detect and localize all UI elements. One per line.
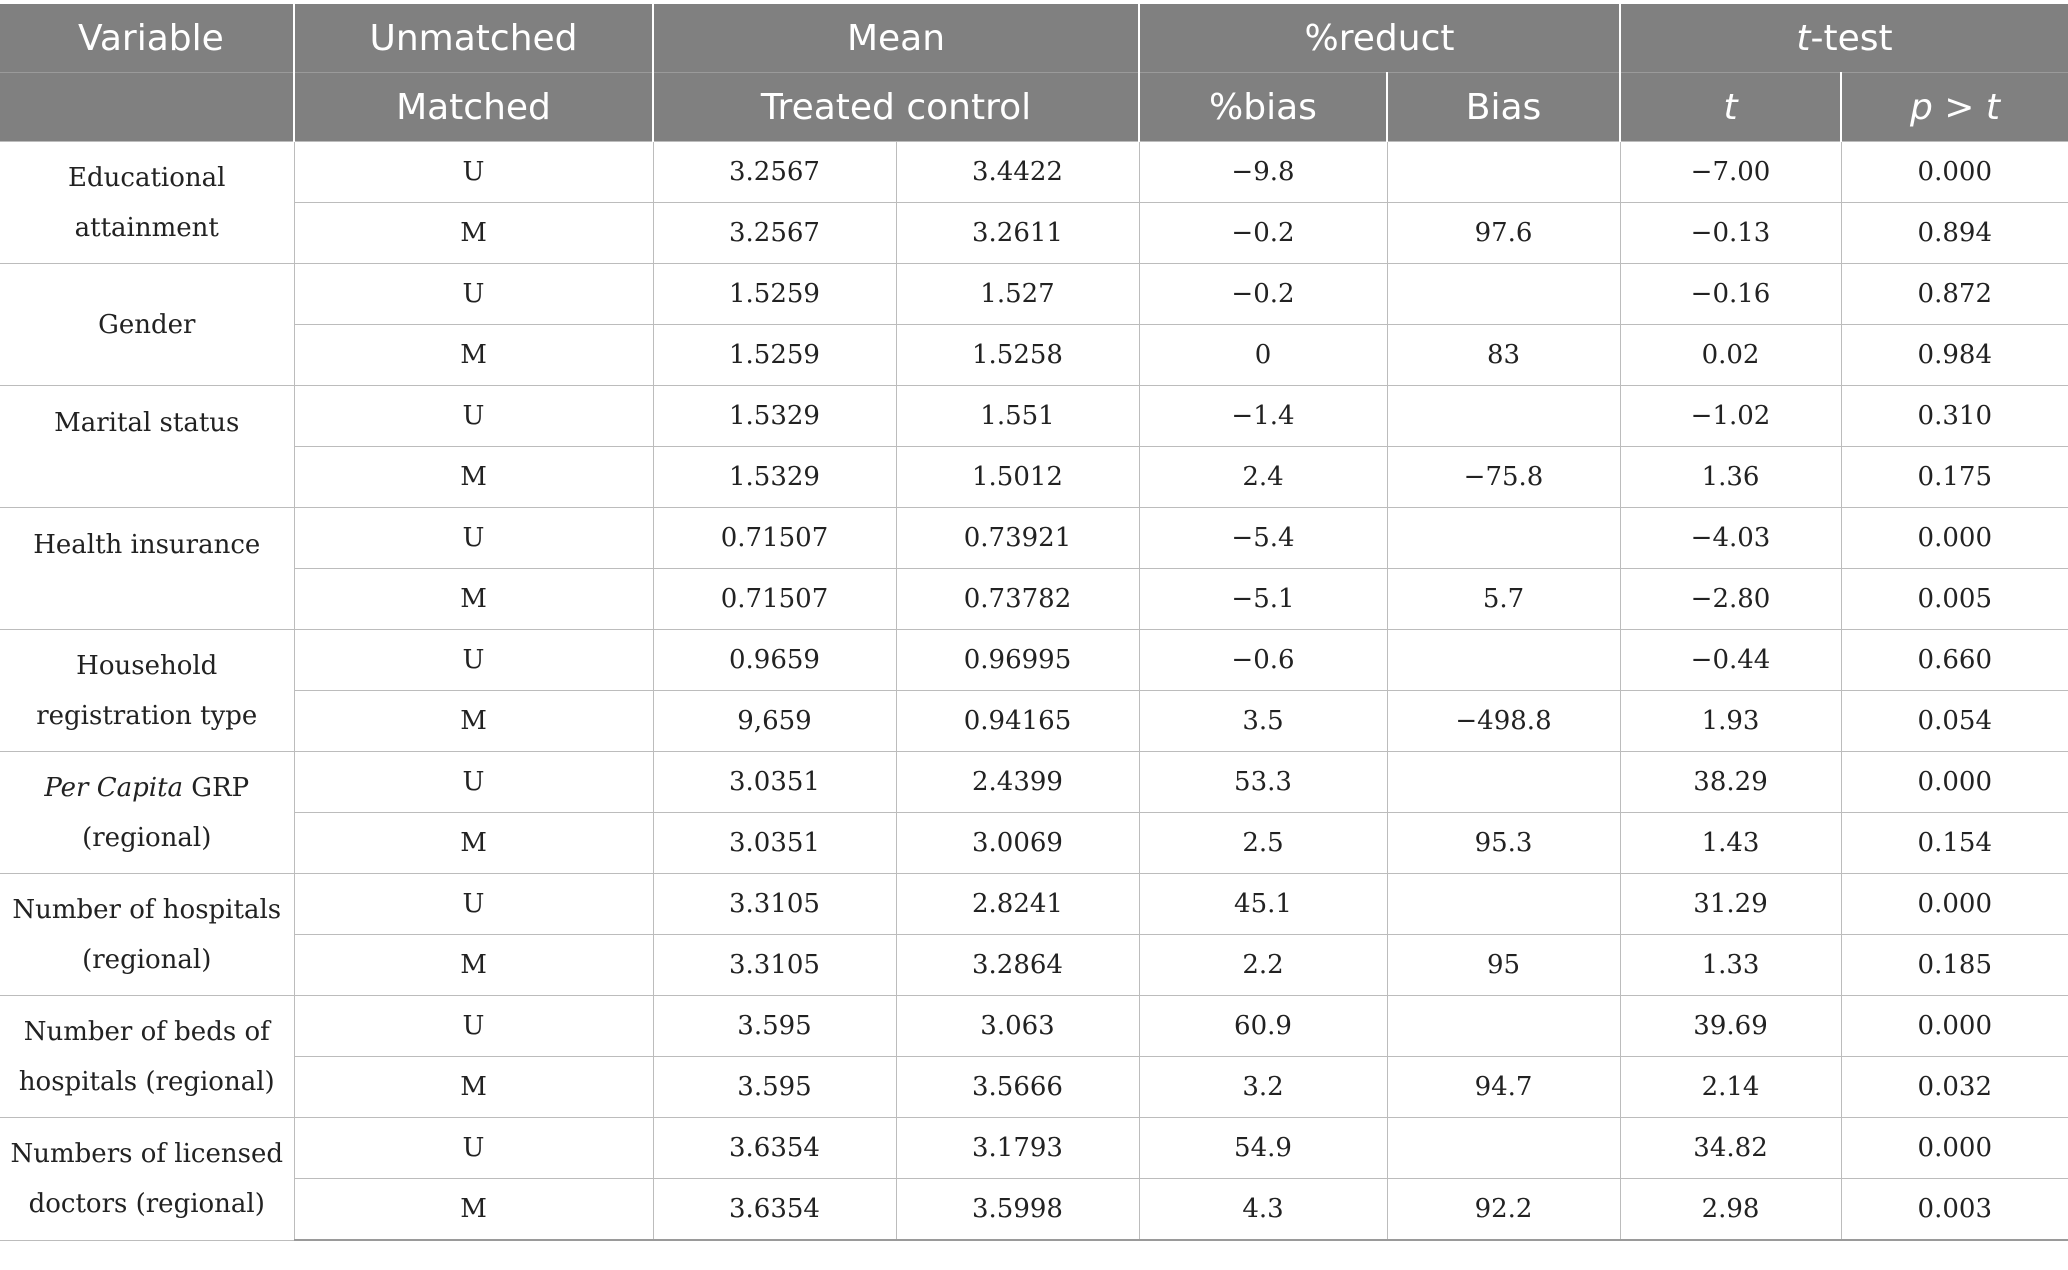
treated-cell: 1.5329	[653, 386, 896, 447]
control-cell: 3.063	[896, 996, 1139, 1057]
sample-cell: M	[294, 691, 653, 752]
p-cell: 0.005	[1841, 569, 2068, 630]
t-cell: 2.14	[1620, 1057, 1841, 1118]
pct-bias-cell: 4.3	[1139, 1179, 1387, 1241]
bias-cell	[1387, 630, 1620, 691]
bias-cell	[1387, 996, 1620, 1057]
sample-cell: U	[294, 264, 653, 325]
treated-cell: 0.71507	[653, 569, 896, 630]
header-row-2	[0, 73, 2068, 142]
p-cell: 0.054	[1841, 691, 2068, 752]
t-cell: 31.29	[1620, 874, 1841, 935]
sample-cell: U	[294, 752, 653, 813]
p-cell: 0.175	[1841, 447, 2068, 508]
variable-cell	[0, 996, 294, 1118]
bias-cell: 95.3	[1387, 813, 1620, 874]
p-cell: 0.000	[1841, 874, 2068, 935]
table-row	[0, 1057, 2068, 1118]
table-row	[0, 935, 2068, 996]
variable-cell	[0, 264, 294, 386]
p-cell: 0.000	[1841, 996, 2068, 1057]
header-reduct: %reduct	[1139, 4, 1620, 73]
header-treated-control: Treated control	[653, 73, 1139, 142]
treated-cell: 3.595	[653, 996, 896, 1057]
p-cell: 0.984	[1841, 325, 2068, 386]
pct-bias-cell: 2.2	[1139, 935, 1387, 996]
bias-cell	[1387, 508, 1620, 569]
table-row	[0, 1118, 2068, 1179]
pct-bias-cell: 54.9	[1139, 1118, 1387, 1179]
p-cell: 0.000	[1841, 142, 2068, 203]
p-cell: 0.894	[1841, 203, 2068, 264]
treated-cell: 0.71507	[653, 508, 896, 569]
pct-bias-cell: −9.8	[1139, 142, 1387, 203]
treated-cell: 3.3105	[653, 874, 896, 935]
p-cell: 0.000	[1841, 508, 2068, 569]
table-body	[0, 142, 2068, 1241]
t-cell: −7.00	[1620, 142, 1841, 203]
table-row	[0, 1179, 2068, 1241]
variable-name-line2: doctors (regional)	[28, 1188, 265, 1219]
sample-cell: M	[294, 203, 653, 264]
header-t: t	[1620, 73, 1841, 142]
control-cell: 3.5998	[896, 1179, 1139, 1241]
pct-bias-cell: 3.5	[1139, 691, 1387, 752]
p-cell: 0.003	[1841, 1179, 2068, 1241]
variable-name-line2: registration type	[36, 700, 258, 731]
pct-bias-cell: 53.3	[1139, 752, 1387, 813]
sample-cell: U	[294, 630, 653, 691]
variable-name-line1: Number of beds of	[23, 1016, 270, 1047]
bias-cell: 94.7	[1387, 1057, 1620, 1118]
table-row	[0, 752, 2068, 813]
table-row	[0, 508, 2068, 569]
control-cell: 1.551	[896, 386, 1139, 447]
header-blank	[0, 73, 294, 142]
control-cell: 2.4399	[896, 752, 1139, 813]
table-row	[0, 813, 2068, 874]
table-row	[0, 203, 2068, 264]
header-unmatched: Unmatched	[294, 4, 653, 73]
sample-cell: U	[294, 386, 653, 447]
bias-cell	[1387, 874, 1620, 935]
header-mean: Mean	[653, 4, 1139, 73]
table-row	[0, 325, 2068, 386]
sample-cell: M	[294, 1179, 653, 1241]
sample-cell: M	[294, 1057, 653, 1118]
variable-name-line1: Number of hospitals	[12, 894, 282, 925]
table-row	[0, 630, 2068, 691]
bias-cell	[1387, 142, 1620, 203]
pct-bias-cell: 60.9	[1139, 996, 1387, 1057]
treated-cell: 3.0351	[653, 813, 896, 874]
treated-cell: 3.6354	[653, 1118, 896, 1179]
control-cell: 3.2864	[896, 935, 1139, 996]
table-row	[0, 996, 2068, 1057]
t-cell: 39.69	[1620, 996, 1841, 1057]
bias-cell	[1387, 1118, 1620, 1179]
psm-balance-table	[0, 4, 2068, 1241]
treated-cell: 3.595	[653, 1057, 896, 1118]
t-cell: 34.82	[1620, 1118, 1841, 1179]
header-row-1	[0, 4, 2068, 73]
header-p-gt-t: p > t	[1841, 73, 2068, 142]
t-cell: 1.93	[1620, 691, 1841, 752]
header-ttest	[1620, 4, 2068, 73]
t-cell: 1.33	[1620, 935, 1841, 996]
table-row	[0, 386, 2068, 447]
t-cell: 38.29	[1620, 752, 1841, 813]
sample-cell: M	[294, 325, 653, 386]
variable-name-line1: Numbers of licensed	[10, 1138, 283, 1169]
table-row	[0, 569, 2068, 630]
bias-cell: 92.2	[1387, 1179, 1620, 1241]
bias-cell: 97.6	[1387, 203, 1620, 264]
t-cell: −2.80	[1620, 569, 1841, 630]
treated-cell: 1.5259	[653, 264, 896, 325]
pct-bias-cell: 2.5	[1139, 813, 1387, 874]
bias-cell: 83	[1387, 325, 1620, 386]
t-cell: −0.13	[1620, 203, 1841, 264]
t-cell: 1.36	[1620, 447, 1841, 508]
bias-cell: −75.8	[1387, 447, 1620, 508]
control-cell: 3.0069	[896, 813, 1139, 874]
t-cell: −4.03	[1620, 508, 1841, 569]
sample-cell: U	[294, 1118, 653, 1179]
variable-name-line1: GRP	[183, 772, 250, 803]
bias-cell	[1387, 752, 1620, 813]
control-cell: 0.73782	[896, 569, 1139, 630]
bias-cell: 5.7	[1387, 569, 1620, 630]
table-row	[0, 264, 2068, 325]
sample-cell: M	[294, 447, 653, 508]
variable-cell	[0, 142, 294, 264]
variable-name-line2: (regional)	[82, 822, 212, 853]
control-cell: 0.96995	[896, 630, 1139, 691]
sample-cell: M	[294, 935, 653, 996]
sample-cell: M	[294, 569, 653, 630]
variable-name-line2: (regional)	[82, 944, 212, 975]
variable-cell	[0, 752, 294, 874]
pct-bias-cell: 2.4	[1139, 447, 1387, 508]
variable-name-line2: hospitals (regional)	[18, 1066, 275, 1097]
header-ttest-t: t	[1796, 17, 1811, 59]
pct-bias-cell: −1.4	[1139, 386, 1387, 447]
variable-cell	[0, 630, 294, 752]
pct-bias-cell: −0.2	[1139, 203, 1387, 264]
p-cell: 0.000	[1841, 1118, 2068, 1179]
control-cell: 1.527	[896, 264, 1139, 325]
control-cell: 1.5258	[896, 325, 1139, 386]
pct-bias-cell: 0	[1139, 325, 1387, 386]
header-ttest-suffix: -test	[1810, 17, 1893, 59]
variable-name-line1: Household	[76, 650, 218, 681]
sample-cell: M	[294, 813, 653, 874]
header-variable: Variable	[0, 4, 294, 73]
treated-cell: 1.5329	[653, 447, 896, 508]
control-cell: 0.94165	[896, 691, 1139, 752]
pct-bias-cell: 45.1	[1139, 874, 1387, 935]
sample-cell: U	[294, 142, 653, 203]
table-row	[0, 691, 2068, 752]
bias-cell: −498.8	[1387, 691, 1620, 752]
p-cell: 0.154	[1841, 813, 2068, 874]
variable-name-italic: Per Capita	[44, 772, 184, 803]
header-pct-bias: %bias	[1139, 73, 1387, 142]
header-matched: Matched	[294, 73, 653, 142]
t-cell: −0.44	[1620, 630, 1841, 691]
pct-bias-cell: −0.2	[1139, 264, 1387, 325]
t-cell: −0.16	[1620, 264, 1841, 325]
table-row	[0, 447, 2068, 508]
sample-cell: U	[294, 996, 653, 1057]
sample-cell: U	[294, 874, 653, 935]
treated-cell: 3.0351	[653, 752, 896, 813]
control-cell: 3.2611	[896, 203, 1139, 264]
t-cell: 1.43	[1620, 813, 1841, 874]
table-row	[0, 142, 2068, 203]
treated-cell: 3.2567	[653, 142, 896, 203]
variable-name-line1: Educational	[68, 162, 226, 193]
p-cell: 0.660	[1841, 630, 2068, 691]
pct-bias-cell: 3.2	[1139, 1057, 1387, 1118]
pct-bias-cell: −5.4	[1139, 508, 1387, 569]
p-cell: 0.185	[1841, 935, 2068, 996]
variable-name-line1: Marital status	[54, 408, 240, 438]
variable-cell	[0, 874, 294, 996]
treated-cell: 0.9659	[653, 630, 896, 691]
t-cell: 0.02	[1620, 325, 1841, 386]
control-cell: 0.73921	[896, 508, 1139, 569]
treated-cell: 3.3105	[653, 935, 896, 996]
variable-name-line2: attainment	[74, 212, 219, 243]
variable-cell	[0, 508, 294, 630]
control-cell: 3.4422	[896, 142, 1139, 203]
control-cell: 2.8241	[896, 874, 1139, 935]
bias-cell: 95	[1387, 935, 1620, 996]
p-cell: 0.000	[1841, 752, 2068, 813]
sample-cell: U	[294, 508, 653, 569]
p-cell: 0.032	[1841, 1057, 2068, 1118]
variable-name-line1: Health insurance	[33, 530, 261, 560]
header-bias: Bias	[1387, 73, 1620, 142]
variable-cell	[0, 386, 294, 508]
pct-bias-cell: −0.6	[1139, 630, 1387, 691]
treated-cell: 1.5259	[653, 325, 896, 386]
bias-cell	[1387, 386, 1620, 447]
treated-cell: 9,659	[653, 691, 896, 752]
control-cell: 3.5666	[896, 1057, 1139, 1118]
control-cell: 1.5012	[896, 447, 1139, 508]
variable-name-line1: Gender	[98, 309, 196, 340]
bias-cell	[1387, 264, 1620, 325]
p-cell: 0.872	[1841, 264, 2068, 325]
t-cell: 2.98	[1620, 1179, 1841, 1241]
p-cell: 0.310	[1841, 386, 2068, 447]
table-header	[0, 4, 2068, 142]
table-row	[0, 874, 2068, 935]
pct-bias-cell: −5.1	[1139, 569, 1387, 630]
control-cell: 3.1793	[896, 1118, 1139, 1179]
t-cell: −1.02	[1620, 386, 1841, 447]
variable-cell	[0, 1118, 294, 1241]
treated-cell: 3.6354	[653, 1179, 896, 1241]
treated-cell: 3.2567	[653, 203, 896, 264]
